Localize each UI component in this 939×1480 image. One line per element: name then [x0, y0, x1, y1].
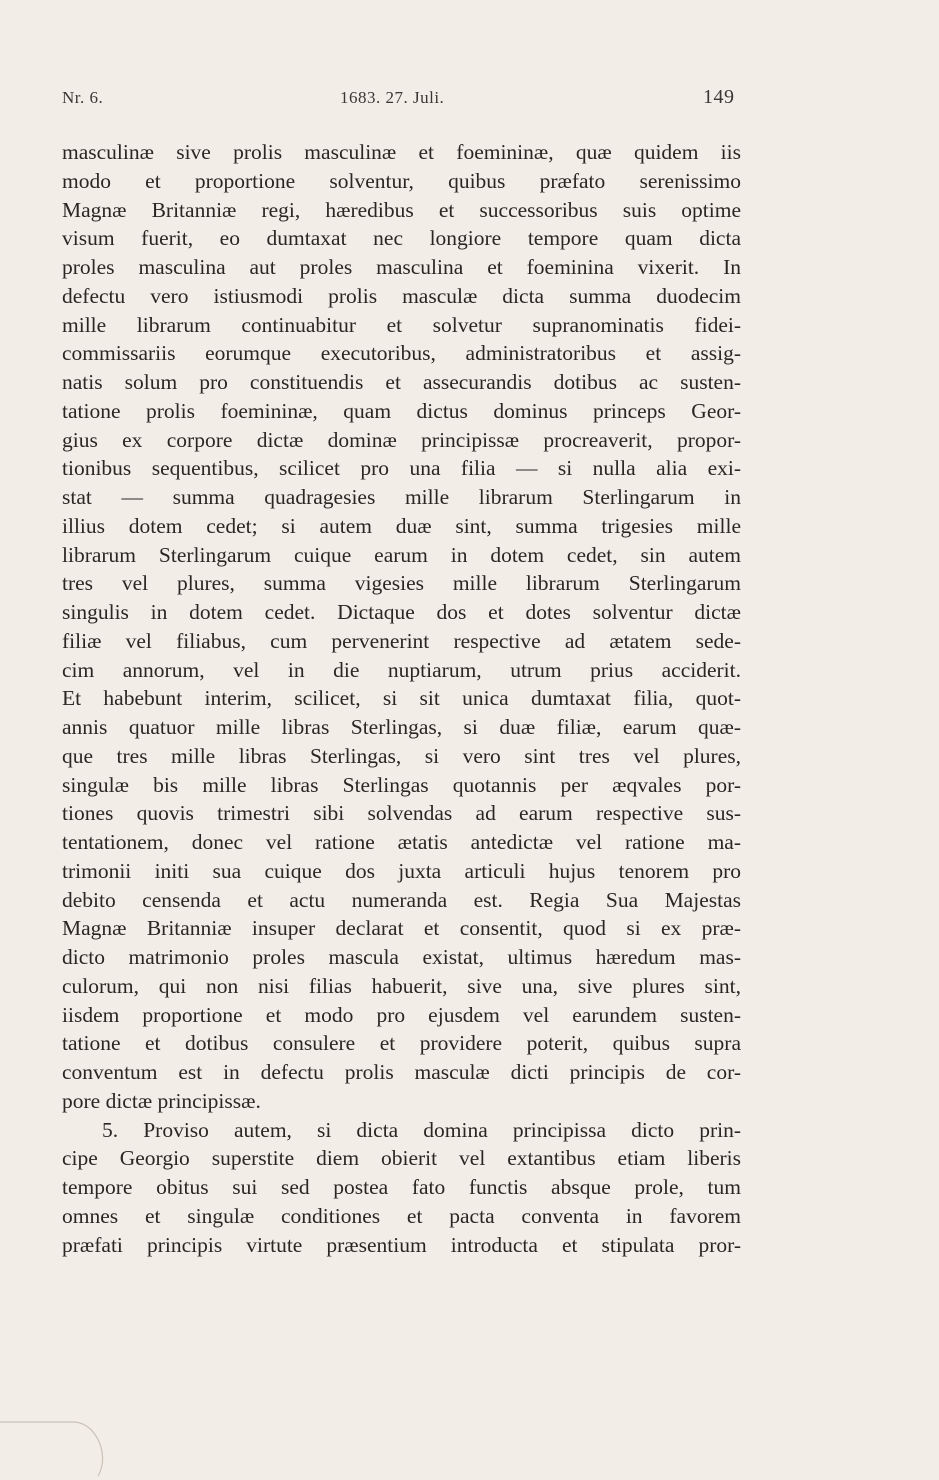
page-fold-mark — [0, 1410, 120, 1480]
text-line: annis quatuor mille libras Sterlingas, si duæ filiæ, earum quæ- — [62, 715, 741, 739]
text-line: tempore obitus sui sed postea fato functis absque prole, tum — [62, 1175, 741, 1199]
text-line: dicto matrimonio proles mascula existat, ultimus hæredum mas- — [62, 945, 741, 969]
text-line: tionibus sequentibus, scilicet pro una filia — si nulla alia exi- — [62, 456, 741, 481]
page-number: 149 — [703, 86, 735, 108]
text-line: mille librarum continuabitur et solvetur supranominatis fidei- — [62, 312, 741, 337]
text-line: singulæ bis mille libras Sterlingas quotannis per æqvales por- — [62, 772, 741, 797]
text-line: commissariis eorumque executoribus, administratoribus et assig- — [62, 341, 741, 366]
text-line: culorum, qui non nisi filias habuerit, sive una, sive plures sint, — [62, 973, 741, 998]
text-line: stat — summa quadragesies mille librarum Sterlingarum in — [62, 485, 741, 509]
text-line: proles masculina aut proles masculina et foeminina vixerit. In — [62, 255, 741, 279]
text-line: masculinæ sive prolis masculinæ et foemininæ, quæ quidem iis — [62, 140, 741, 164]
text-line: Et habebunt interim, scilicet, si sit unica dumtaxat filia, quot- — [62, 686, 741, 711]
document-number: Nr. 6. — [62, 88, 104, 107]
text-line: defectu vero istiusmodi prolis masculæ dicta summa duodecim — [62, 283, 741, 308]
text-line: tatione prolis foemininæ, quam dictus dominus princeps Geor- — [62, 398, 741, 423]
text-line: pore dictæ principissæ. — [62, 1088, 261, 1113]
text-line: cipe Georgio superstite diem obierit vel extantibus etiam liberis — [62, 1146, 741, 1171]
text-line: tatione et dotibus consulere et providere poterit, quibus supra — [62, 1031, 741, 1056]
text-line: librarum Sterlingarum cuique earum in dotem cedet, sin autem — [62, 542, 741, 567]
text-line: tentationem, donec vel ratione ætatis antedictæ vel ratione ma- — [62, 830, 741, 854]
body-text — [62, 138, 741, 1259]
document-date: 1683. 27. Juli. — [340, 88, 445, 107]
text-line: que tres mille libras Sterlingas, si vero sint tres vel plures, — [62, 743, 741, 768]
text-line: trimonii initi sua cuique dos juxta articuli hujus tenorem pro — [62, 858, 741, 883]
text-line: debito censenda et actu numeranda est. Regia Sua Majestas — [62, 887, 741, 912]
text-line: natis solum pro constituendis et assecurandis dotibus ac susten- — [62, 370, 741, 394]
text-line: tiones quovis trimestri sibi solvendas ad earum respective sus- — [62, 801, 741, 826]
text-line: gius ex corpore dictæ dominæ principissæ procreaverit, propor- — [62, 427, 741, 452]
text-line: Magnæ Britanniæ insuper declarat et consentit, quod si ex præ- — [62, 916, 741, 941]
text-line: omnes et singulæ conditiones et pacta conventa in favorem — [62, 1203, 741, 1228]
text-line: singulis in dotem cedet. Dictaque dos et dotes solventur dictæ — [62, 600, 741, 624]
text-line: Magnæ Britanniæ regi, hæredibus et successoribus suis optime — [62, 197, 741, 222]
text-line: filiæ vel filiabus, cum pervenerint respective ad ætatem sede- — [62, 628, 741, 653]
text-line: cim annorum, vel in die nuptiarum, utrum prius acciderit. — [62, 657, 741, 682]
text-line: visum fuerit, eo dumtaxat nec longiore tempore quam dicta — [62, 226, 741, 251]
text-line: 5. Proviso autem, si dicta domina principissa dicto prin- — [102, 1117, 741, 1142]
text-line: modo et proportione solventur, quibus præfato serenissimo — [62, 168, 741, 193]
text-line: iisdem proportione et modo pro ejusdem vel earundem susten- — [62, 1002, 741, 1027]
text-line: præfati principis virtute præsentium introducta et stipulata pror- — [62, 1232, 741, 1257]
text-line: tres vel plures, summa vigesies mille librarum Sterlingarum — [62, 571, 741, 596]
text-line: illius dotem cedet; si autem duæ sint, summa trigesies mille — [62, 513, 741, 538]
text-line: conventum est in defectu prolis masculæ dicti principis de cor- — [62, 1060, 741, 1084]
